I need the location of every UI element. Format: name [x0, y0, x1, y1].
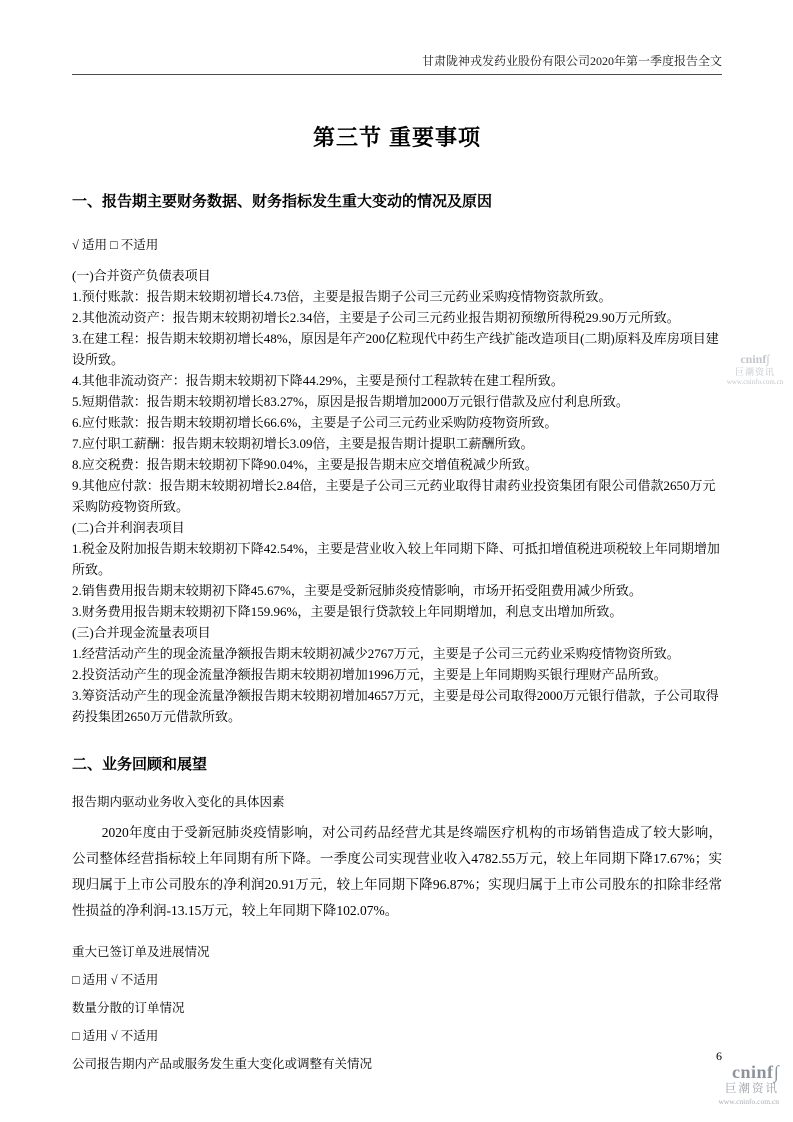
chapter-title: 第三节 重要事项: [312, 125, 482, 150]
business-review-paragraph: 2020年度由于受新冠肺炎疫情影响，对公司药品经营尤其是终端医疗机构的市场销售造成了较大影响，公司整体经营指标较上年同期有所下降。一季度公司实现营业收入4782.55万元，较上年同期下降17.67%；实现归属于上市公司股东的净利润20.91万元，较上年同期下降96.87%；实现归属于上市公司股东的扣除非经常性损益的净利润-13.15万元，较上年同期下降102.07%。: [72, 825, 722, 918]
header-title: 甘肃陇神戎发药业股份有限公司2020年第一季度报告全文: [72, 52, 722, 75]
revenue-driver-label: 报告期内驱动业务收入变化的具体因素: [72, 795, 285, 809]
section2-heading: 二、业务回顾和展望: [72, 756, 208, 773]
change-item: 3.财务费用报告期末较期初下降159.96%，主要是银行贷款较上年同期增加，利息支出增加所致。: [72, 604, 623, 619]
change-item: 1.税金及附加报告期末较期初下降42.54%，主要是营业收入较上年同期下降、可抵扣增值税进项税较上年同期增加所致。: [72, 541, 720, 577]
watermark-url: www.cninfo.com.cn: [726, 378, 784, 387]
change-item: 3.在建工程：报告期末较期初增长48%，原因是年产200亿粒现代中药生产线扩能改造项目(二期)原料及库房项目建设所致。: [72, 331, 719, 367]
page-number: 6: [716, 1049, 722, 1063]
subsection-title-balance-sheet: (一)合并资产负债表项目: [72, 268, 211, 283]
change-item: 1.经营活动产生的现金流量净额报告期末较期初减少2767万元，主要是子公司三元药业采购疫情物资所致。: [72, 646, 680, 661]
change-item: 7.应付职工薪酬：报告期末较期初增长3.09倍，主要是报告期计提职工薪酬所致。: [72, 436, 534, 451]
major-orders-applicability: □ 适用 √ 不适用: [72, 973, 159, 987]
watermark-bottom: [718, 1062, 779, 1106]
major-orders-label: 重大已签订单及进展情况: [72, 945, 210, 959]
change-item: 8.应交税费：报告期末较期初下降90.04%，主要是报告期末应交增值税减少所致。: [72, 457, 538, 472]
change-item: 4.其他非流动资产：报告期末较期初下降44.29%，主要是预付工程款转在建工程所致。: [72, 373, 564, 388]
watermark-name: 巨潮资讯: [734, 367, 775, 377]
document-header: [72, 0, 722, 75]
cninfo-logo-icon: cninf∫: [732, 1061, 779, 1082]
change-item: 9.其他应付款：报告期末较期初增长2.84倍，主要是子公司三元药业取得甘肃药业投资集团有限公司借款2650万元采购防疫物资所致。: [72, 478, 716, 514]
change-item: 5.短期借款：报告期末较期初增长83.27%，原因是报告期增加2000万元银行借款及应付利息所致。: [72, 394, 629, 409]
section1-applicability: √ 适用 □ 不适用: [72, 238, 159, 252]
change-item: 6.应付账款：报告期末较期初增长66.6%，主要是子公司三元药业采购防疫物资所致。: [72, 415, 558, 430]
change-item: 2.销售费用报告期末较期初下降45.67%，主要是受新冠肺炎疫情影响，市场开拓受阻费用减少所致。: [72, 583, 642, 598]
subsection-title-income-statement: (二)合并利润表项目: [72, 520, 185, 535]
section1-heading: 一、报告期主要财务数据、财务指标发生重大变动的情况及原因: [72, 193, 493, 210]
dispersed-orders-label: 数量分散的订单情况: [72, 1001, 185, 1015]
cninfo-logo-icon: cninf∫: [740, 352, 770, 366]
change-item: 1.预付账款：报告期末较期初增长4.73倍，主要是报告期子公司三元药业采购疫情物资款所致。: [72, 289, 612, 304]
product-change-label: 公司报告期内产品或服务发生重大变化或调整有关情况: [72, 1057, 373, 1071]
watermark-side: [719, 352, 791, 387]
change-item: 2.其他流动资产：报告期末较期初增长2.34倍，主要是子公司三元药业报告期初预缴所得税29.90万元所致。: [72, 310, 680, 325]
change-item: 2.投资活动产生的现金流量净额报告期末较期初增加1996万元，主要是上年同期购买银行理财产品所致。: [72, 667, 667, 682]
dispersed-orders-applicability: □ 适用 √ 不适用: [72, 1029, 159, 1043]
change-item: 3.筹资活动产生的现金流量净额报告期末较期初增加4657万元，主要是母公司取得2000万元银行借款，子公司取得药投集团2650万元借款所致。: [72, 688, 719, 724]
subsection-title-cash-flow: (三)合并现金流量表项目: [72, 625, 211, 640]
watermark-name: 巨潮资讯: [725, 1083, 779, 1096]
watermark-url: www.cninfo.com.cn: [718, 1097, 779, 1106]
